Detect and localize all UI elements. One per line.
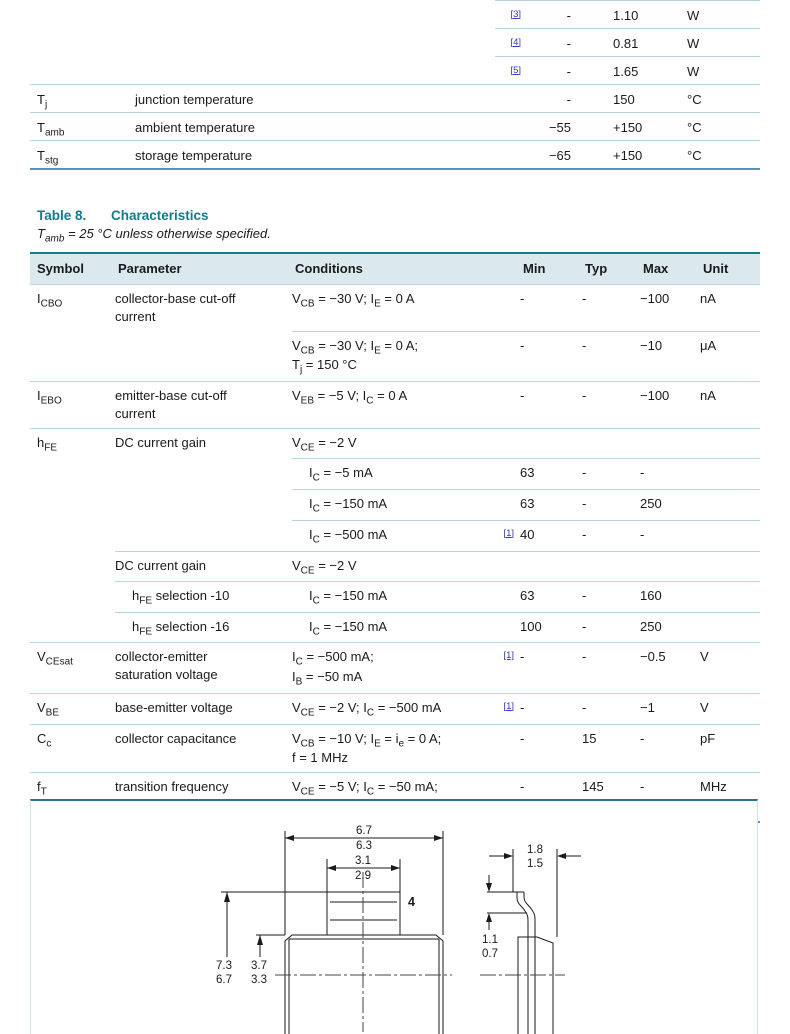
unit-cell — [700, 489, 760, 520]
min-cell: - — [525, 0, 575, 31]
max-cell: −0.5 — [640, 642, 700, 692]
char-row — [30, 581, 760, 612]
conditions-cell: $I_C = -150$ mA — [292, 581, 494, 612]
symbol-cell — [30, 551, 115, 582]
parameter-cell — [115, 489, 292, 520]
footnote-cell — [494, 284, 520, 331]
table-caption-label: Table 8. — [37, 208, 87, 223]
max-cell: - — [640, 772, 700, 821]
char-row — [30, 642, 760, 692]
min-cell — [520, 551, 582, 582]
package-outline-drawing — [31, 801, 757, 1034]
limits-row — [30, 28, 760, 56]
char-row — [30, 520, 760, 551]
conditions-cell: $I_C = -500$ mA — [292, 520, 494, 551]
max-cell: 160 — [640, 581, 700, 612]
limiting-values-table-body — [30, 0, 760, 168]
dimension-labels — [216, 825, 543, 986]
characteristics-section — [30, 207, 760, 823]
min-cell: - — [525, 56, 575, 87]
parameter-cell: ambient temperature — [135, 112, 495, 143]
max-cell: −100 — [640, 381, 700, 428]
min-cell: - — [520, 284, 582, 331]
column-header-unit: Unit — [703, 260, 729, 276]
dim-tab-width-min: 2.9 — [355, 870, 371, 882]
min-cell: −55 — [525, 112, 575, 143]
unit-cell: °C — [685, 140, 760, 171]
symbol-cell — [30, 520, 115, 551]
max-cell: - — [640, 520, 700, 551]
footnote-link[interactable]: [5] — [510, 64, 521, 76]
parameter-cell: collector capacitance — [115, 724, 292, 773]
unit-cell: W — [685, 0, 760, 31]
footnote-cell — [494, 458, 520, 489]
conditions-cell: $V_{EB} = -5$ V; $I_C = 0$ A — [292, 381, 494, 428]
footnote-cell — [494, 693, 520, 724]
unit-cell: W — [685, 56, 760, 87]
typ-cell: - — [582, 693, 640, 724]
unit-cell — [700, 581, 760, 612]
max-cell — [640, 428, 700, 459]
unit-cell: nA — [700, 284, 760, 331]
limits-row — [30, 140, 760, 168]
symbol-cell: $V_{BE}$ — [30, 693, 115, 724]
max-cell: 250 — [640, 612, 700, 643]
symbol-cell: $T_j$ — [30, 84, 135, 115]
dim-lead-width-max: 1.8 — [527, 844, 543, 856]
typ-cell — [582, 428, 640, 459]
unit-cell — [700, 458, 760, 489]
char-row — [30, 458, 760, 489]
char-row — [30, 381, 760, 428]
max-cell: +150 — [575, 140, 685, 171]
dim-body-width-max: 6.7 — [356, 825, 372, 837]
column-header-typ: Typ — [585, 260, 608, 276]
parameter-cell: emitter-base cut-off current — [115, 381, 292, 428]
column-header-footnote — [494, 254, 520, 284]
typ-cell: - — [582, 284, 640, 331]
char-row — [30, 331, 760, 381]
characteristics-table-body — [30, 284, 760, 821]
char-row — [30, 489, 760, 520]
symbol-cell — [30, 0, 135, 31]
min-cell: 63 — [520, 489, 582, 520]
package-outline-figure — [30, 799, 758, 1034]
dim-standoff-max: 1.1 — [482, 934, 498, 946]
footnote-cell — [495, 0, 525, 31]
parameter-cell: collector-base cut-off current — [115, 284, 292, 331]
table-caption-title: Characteristics — [111, 208, 209, 223]
parameter-cell — [115, 331, 292, 381]
symbol-cell: $C_c$ — [30, 724, 115, 773]
typ-cell — [582, 551, 640, 582]
parameter-cell — [115, 520, 292, 551]
footnote-cell — [495, 56, 525, 87]
limiting-values-table — [30, 0, 760, 170]
max-cell: 150 — [575, 84, 685, 115]
footnote-cell — [494, 520, 520, 551]
footnote-cell — [494, 489, 520, 520]
column-header-conditions: Conditions — [295, 260, 363, 276]
symbol-cell: $f_T$ — [30, 772, 115, 821]
conditions-cell: $I_C = -150$ mA — [292, 489, 494, 520]
footnote-link[interactable]: [1] — [503, 700, 514, 712]
symbol-cell: $I_{CBO}$ — [30, 284, 115, 331]
max-cell: 0.81 — [575, 28, 685, 59]
conditions-cell: $V_{CE} = -2$ V — [292, 428, 494, 459]
pin-4-label: 4 — [408, 895, 415, 909]
unit-cell — [700, 551, 760, 582]
typ-cell: - — [582, 331, 640, 381]
min-cell: 63 — [520, 458, 582, 489]
min-cell: - — [520, 772, 582, 821]
char-row — [30, 724, 760, 773]
parameter-cell — [115, 458, 292, 489]
unit-cell — [700, 520, 760, 551]
unit-cell: V — [700, 642, 760, 692]
min-cell: - — [525, 28, 575, 59]
max-cell: −1 — [640, 693, 700, 724]
max-cell: +150 — [575, 112, 685, 143]
parameter-cell: $h_{FE}$ selection -16 — [115, 612, 292, 643]
footnote-cell — [495, 28, 525, 59]
footnote-cell — [495, 84, 525, 115]
limits-row — [30, 0, 760, 28]
typ-cell: - — [582, 489, 640, 520]
char-row — [30, 693, 760, 724]
footnote-link[interactable]: [4] — [510, 36, 521, 48]
dim-body-height-max: 3.7 — [251, 960, 267, 972]
symbol-cell — [30, 28, 135, 59]
parameter-cell: DC current gain — [115, 551, 292, 582]
table-subtitle: $T_{amb} = 25$ °C unless otherwise specified. — [37, 226, 271, 245]
max-cell: 1.10 — [575, 0, 685, 31]
unit-cell: W — [685, 28, 760, 59]
dim-lead-width-min: 1.5 — [527, 858, 543, 870]
limits-row — [30, 56, 760, 84]
conditions-cell: $V_{CB} = -10$ V; $I_E = i_e = 0$ A; f = 1 MHz — [292, 724, 494, 773]
footnote-cell — [495, 112, 525, 143]
parameter-cell: collector-emitter saturation voltage — [115, 642, 292, 692]
conditions-cell: $V_{CE} = -2$ V — [292, 551, 494, 582]
conditions-cell: $V_{CE} = -2$ V; $I_C = -500$ mA — [292, 693, 494, 724]
unit-cell — [700, 428, 760, 459]
symbol-cell — [30, 56, 135, 87]
symbol-cell: $T_{amb}$ — [30, 112, 135, 143]
symbol-cell: $V_{CEsat}$ — [30, 642, 115, 692]
typ-cell: - — [582, 581, 640, 612]
unit-cell: pF — [700, 724, 760, 773]
char-row — [30, 428, 760, 459]
min-cell: - — [520, 381, 582, 428]
parameter-cell: junction temperature — [135, 84, 495, 115]
min-cell: 40 — [520, 520, 582, 551]
parameter-cell: $h_{FE}$ selection -10 — [115, 581, 292, 612]
max-cell: - — [640, 458, 700, 489]
footnote-cell — [494, 581, 520, 612]
unit-cell — [700, 612, 760, 643]
column-header-parameter: Parameter — [118, 260, 182, 276]
conditions-cell: $I_C = -5$ mA — [292, 458, 494, 489]
parameter-cell: transition frequency — [115, 772, 292, 821]
parameter-cell: base-emitter voltage — [115, 693, 292, 724]
column-header-max: Max — [643, 260, 669, 276]
min-cell: 100 — [520, 612, 582, 643]
char-row — [30, 612, 760, 643]
conditions-cell: $V_{CB} = -30$ V; $I_E = 0$ A — [292, 284, 494, 331]
typ-cell: 15 — [582, 724, 640, 773]
dim-full-height-max: 7.3 — [216, 960, 232, 972]
conditions-cell: $I_C = -500$ mA; $I_B = -50$ mA — [292, 642, 494, 692]
conditions-cell: $I_C = -150$ mA — [292, 612, 494, 643]
min-cell: - — [520, 693, 582, 724]
footnote-link[interactable]: [1] — [503, 527, 514, 539]
footnote-cell — [494, 331, 520, 381]
conditions-cell: $V_{CB} = -30$ V; $I_E = 0$ A; $T_j = 150$ °C — [292, 331, 494, 381]
symbol-cell — [30, 581, 115, 612]
footnote-cell — [495, 140, 525, 171]
char-row — [30, 284, 760, 331]
min-cell — [520, 428, 582, 459]
min-cell: - — [520, 642, 582, 692]
char-row — [30, 551, 760, 582]
footnote-cell — [494, 612, 520, 643]
symbol-cell — [30, 331, 115, 381]
dim-full-height-min: 6.7 — [216, 974, 232, 986]
symbol-cell — [30, 612, 115, 643]
typ-cell: - — [582, 520, 640, 551]
symbol-cell: $T_{stg}$ — [30, 140, 135, 171]
typ-cell: 145 — [582, 772, 640, 821]
max-cell: - — [640, 724, 700, 773]
typ-cell: - — [582, 458, 640, 489]
column-header-min: Min — [523, 260, 546, 276]
parameter-cell — [135, 56, 495, 87]
typ-cell: - — [582, 642, 640, 692]
min-cell: - — [520, 724, 582, 773]
limits-row — [30, 84, 760, 112]
parameter-cell: storage temperature — [135, 140, 495, 171]
parameter-cell: DC current gain — [115, 428, 292, 459]
min-cell: −65 — [525, 140, 575, 171]
max-cell: −10 — [640, 331, 700, 381]
symbol-cell — [30, 458, 115, 489]
footnote-cell — [494, 642, 520, 692]
footnote-cell — [494, 724, 520, 773]
characteristics-header-row — [30, 252, 760, 284]
max-cell: −100 — [640, 284, 700, 331]
footnote-link[interactable]: [3] — [510, 8, 521, 20]
parameter-cell — [135, 28, 495, 59]
dim-body-width-min: 6.3 — [356, 840, 372, 852]
dim-tab-width-max: 3.1 — [355, 855, 371, 867]
limits-row — [30, 112, 760, 140]
typ-cell: - — [582, 612, 640, 643]
min-cell: - — [520, 331, 582, 381]
dim-standoff-min: 0.7 — [482, 948, 498, 960]
symbol-cell: $h_{FE}$ — [30, 428, 115, 459]
unit-cell: nA — [700, 381, 760, 428]
package-front-view — [221, 831, 452, 1034]
typ-cell: - — [582, 381, 640, 428]
unit-cell: MHz — [700, 772, 760, 821]
max-cell: 1.65 — [575, 56, 685, 87]
footnote-cell — [494, 381, 520, 428]
footnote-link[interactable]: [1] — [503, 650, 514, 662]
column-header-symbol: Symbol — [37, 260, 84, 276]
unit-cell: V — [700, 693, 760, 724]
unit-cell: °C — [685, 112, 760, 143]
unit-cell: °C — [685, 84, 760, 115]
dim-body-height-min: 3.3 — [251, 974, 267, 986]
conditions-cell: $V_{CE} = -5$ V; $I_C = -50$ mA; — [292, 772, 494, 821]
min-cell: 63 — [520, 581, 582, 612]
min-cell: - — [525, 84, 575, 115]
footnote-cell — [494, 428, 520, 459]
symbol-cell — [30, 489, 115, 520]
table-caption — [30, 207, 760, 225]
unit-cell: μA — [700, 331, 760, 381]
max-cell: 250 — [640, 489, 700, 520]
max-cell — [640, 551, 700, 582]
footnote-cell — [494, 551, 520, 582]
parameter-cell — [135, 0, 495, 31]
symbol-cell: $I_{EBO}$ — [30, 381, 115, 428]
